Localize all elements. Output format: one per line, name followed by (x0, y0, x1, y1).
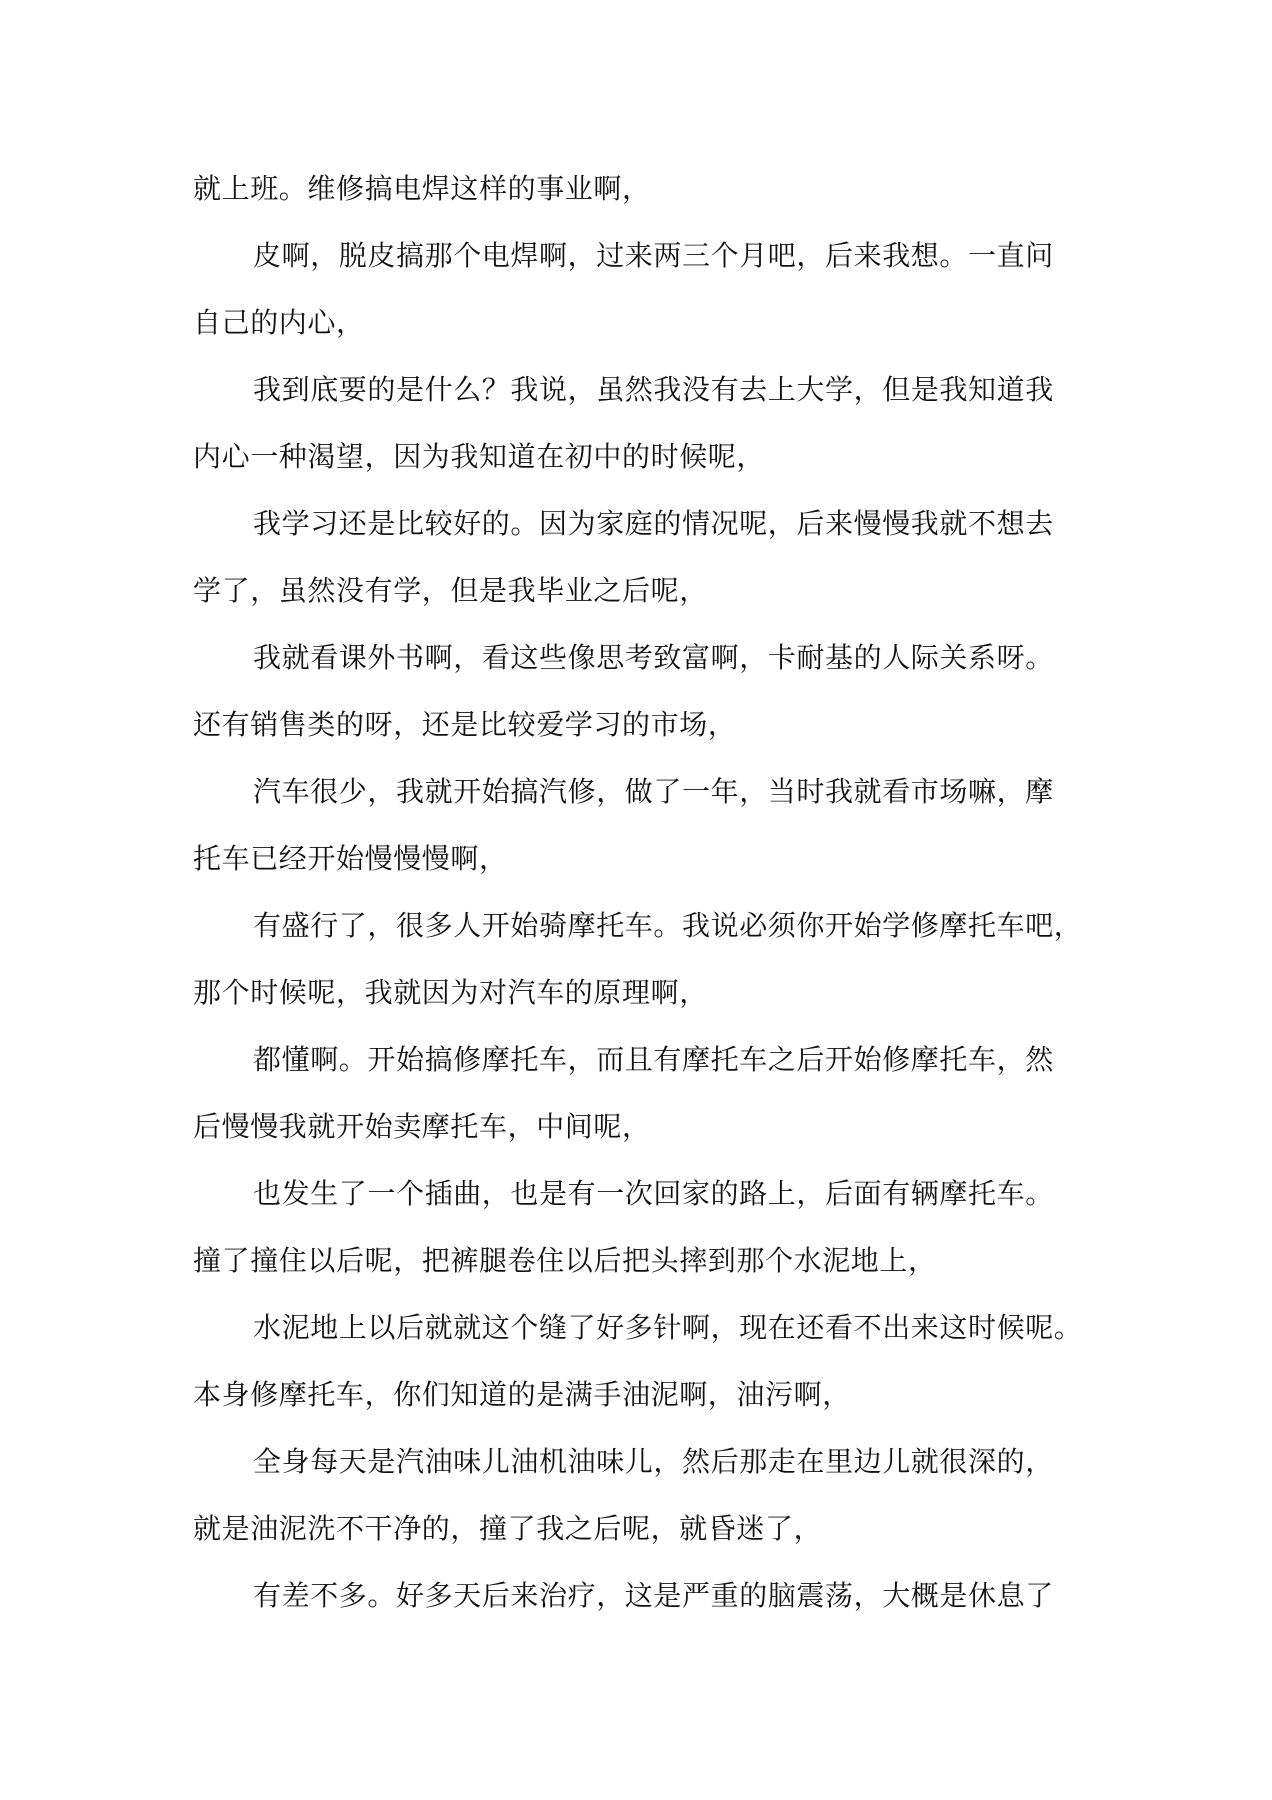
text-line: 水泥地上以后就就这个缝了好多针啊，现在还看不出来这时候呢。 (253, 1311, 1083, 1344)
text-line: 内心一种渴望，因为我知道在初中的时候呢， (193, 440, 766, 473)
paragraph (193, 490, 1085, 624)
text-line: 有盛行了，很多人开始骑摩托车。我说必须你开始学修摩托车吧， (253, 909, 1083, 942)
text-line: 我学习还是比较好的。因为家庭的情况呢，后来慢慢我就不想去 (253, 507, 1054, 540)
paragraph (193, 758, 1085, 892)
text-line: 学了，虽然没有学，但是我毕业之后呢， (193, 574, 708, 607)
text-line: 就是油泥洗不干净的，撞了我之后呢，就昏迷了， (193, 1512, 823, 1545)
text-line: 还有销售类的呀，还是比较爱学习的市场， (193, 708, 737, 741)
text-line: 后慢慢我就开始卖摩托车，中间呢， (193, 1110, 651, 1143)
text-line: 自己的内心， (193, 306, 365, 339)
paragraph (193, 624, 1085, 758)
paragraph (193, 1428, 1085, 1562)
text-line: 撞了撞住以后呢，把裤腿卷住以后把头摔到那个水泥地上， (193, 1244, 937, 1277)
paragraph (193, 1160, 1085, 1294)
document-body (193, 155, 1085, 1629)
paragraph (193, 1562, 1085, 1629)
text-line: 那个时候呢，我就因为对汽车的原理啊， (193, 976, 708, 1009)
text-line: 本身修摩托车，你们知道的是满手油泥啊，油污啊， (193, 1378, 851, 1411)
text-line: 都懂啊。开始搞修摩托车，而且有摩托车之后开始修摩托车，然 (253, 1043, 1054, 1076)
text-line: 我到底要的是什么？我说，虽然我没有去上大学，但是我知道我 (253, 373, 1054, 406)
text-line: 汽车很少，我就开始搞汽修，做了一年，当时我就看市场嘛，摩 (253, 775, 1054, 808)
paragraph (193, 1294, 1085, 1428)
text-line: 皮啊，脱皮搞那个电焊啊，过来两三个月吧，后来我想。一直问 (253, 239, 1054, 272)
text-line: 有差不多。好多天后来治疗，这是严重的脑震荡，大概是休息了 (253, 1579, 1054, 1612)
text-line: 就上班。维修搞电焊这样的事业啊， (193, 172, 651, 205)
text-line: 全身每天是汽油味儿油机油味儿，然后那走在里边儿就很深的， (253, 1445, 1054, 1478)
paragraph (193, 356, 1085, 490)
paragraph (193, 892, 1085, 1026)
text-line: 也发生了一个插曲，也是有一次回家的路上，后面有辆摩托车。 (253, 1177, 1054, 1210)
text-line: 托车已经开始慢慢慢啊， (193, 842, 508, 875)
paragraph (193, 155, 1085, 222)
paragraph (193, 1026, 1085, 1160)
paragraph (193, 222, 1085, 356)
text-line: 我就看课外书啊，看这些像思考致富啊，卡耐基的人际关系呀。 (253, 641, 1054, 674)
